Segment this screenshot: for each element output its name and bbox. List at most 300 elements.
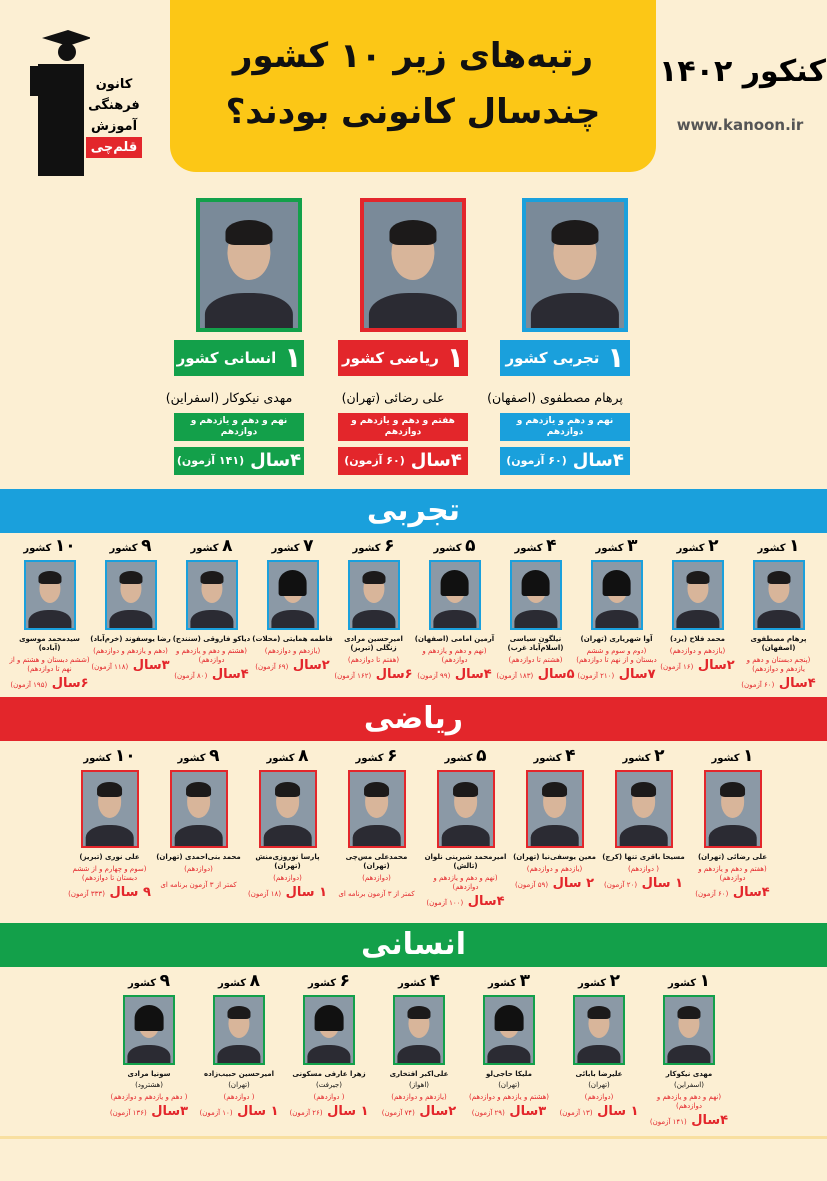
rank-suffix: کشور <box>352 543 381 554</box>
exams: (۱۴۱ آزمون) <box>649 1118 687 1126</box>
years: ۴سال <box>211 667 249 682</box>
grades: ( دهم و یازدهم و دوازدهم) <box>110 1093 188 1101</box>
exams: (۱۳۶ آزمون) <box>109 1109 147 1117</box>
student-card <box>243 746 332 911</box>
rank-suffix: کشور <box>514 543 543 554</box>
student-card <box>171 536 252 693</box>
years-box <box>338 447 468 475</box>
rank-number: ۷ <box>303 536 314 556</box>
student-card <box>688 746 777 911</box>
years: ۲ سال <box>552 876 594 891</box>
grades: (هشتم و یازدهم و دوازدهم) <box>468 1093 550 1101</box>
student-card <box>252 536 333 693</box>
grades: (دوازدهم) <box>184 865 213 873</box>
years-line <box>65 885 154 902</box>
rank-suffix: کشور <box>433 543 462 554</box>
years-line <box>252 658 333 675</box>
rank-label <box>333 536 414 559</box>
student-name: علی رضائی (تهران) <box>697 853 768 861</box>
student-city: (جیرفت) <box>316 1081 342 1089</box>
rank-number: ۹ <box>159 971 170 991</box>
years-line <box>464 1104 554 1121</box>
grades: (دهم و یازدهم و دوازدهم) <box>93 647 168 655</box>
student-photo <box>672 560 724 630</box>
student-photo <box>437 770 495 848</box>
rank-label <box>599 746 688 769</box>
grades: (یازدهم و دوازدهم) <box>669 647 726 655</box>
exams: (۲۱۰ آزمون) <box>577 672 615 680</box>
student-name: سیدمحمد موسوی (آباده) <box>19 635 80 652</box>
years: ۴سال <box>778 676 816 691</box>
years: ۳سال <box>509 1104 547 1119</box>
years-line <box>599 876 688 893</box>
student-city: (تهران) <box>498 1081 520 1089</box>
student-photo <box>393 995 445 1065</box>
rank-label <box>338 340 468 376</box>
grades: (هفتم و دهم و یازدهم و دوازدهم) <box>698 865 767 882</box>
exams: (۶۰ آزمون) <box>695 890 729 898</box>
rank-number: ۴ <box>546 536 557 556</box>
title-panel <box>170 0 656 172</box>
rank-number: ۳ <box>519 971 530 991</box>
student-card <box>332 746 421 911</box>
years-line <box>154 876 243 893</box>
student-photo <box>429 560 481 630</box>
student-photo <box>348 770 406 848</box>
rank-suffix: کشور <box>218 978 247 989</box>
grades: (هفتم تا دوازدهم) <box>347 656 400 664</box>
years: ۴سال <box>410 450 462 471</box>
grades: (ششم دبستان و هشتم و از نهم تا دوازدهم) <box>9 656 90 673</box>
grades: ( دوازدهم) <box>313 1093 345 1101</box>
rank-label <box>90 536 171 559</box>
years-line <box>688 885 777 902</box>
years: ۴سال <box>467 894 505 909</box>
student-photo <box>663 995 715 1065</box>
years: ۱ سال <box>597 1104 639 1119</box>
rank-suffix: کشور <box>128 978 157 989</box>
rank-number: ۱۰ <box>54 536 76 556</box>
rank-number: ۱ <box>446 341 464 374</box>
exams: (۵۹ آزمون) <box>514 881 549 889</box>
exams: (۱۰۰ آزمون) <box>426 899 464 907</box>
rank-label <box>657 536 738 559</box>
years-box <box>500 447 630 475</box>
years-line <box>194 1104 284 1121</box>
website-link[interactable]: www.kanoon.ir <box>676 116 804 134</box>
student-card <box>657 536 738 693</box>
exams: (۶۰ آزمون) <box>344 454 405 467</box>
years-line <box>657 658 738 675</box>
rank-label <box>554 971 644 994</box>
rank-suffix: کشور <box>83 753 112 764</box>
student-name: فاطمه همایتی (محلات) <box>252 635 333 643</box>
grades: هفتم و دهم و یازدهم و دوازدهم <box>338 413 468 441</box>
student-photo <box>186 560 238 630</box>
rank-number: ۹ <box>141 536 152 556</box>
grades: (دوم و سوم و ششم دبستان و از نهم تا دوازدهم) <box>576 647 657 664</box>
exams: (۹۹ آزمون) <box>417 672 451 680</box>
grades: (یازدهم و دوازدهم) <box>264 647 321 655</box>
rank-number: ۱ <box>607 341 625 374</box>
rank-number: ۱ <box>284 341 302 374</box>
student-name: علی‌اکبر افتخاری <box>389 1070 449 1078</box>
exams: کمتر از ۳ آزمون برنامه ای <box>338 890 415 898</box>
student-name: مهدی نیکوکار (اسفراین) <box>165 390 293 405</box>
band-ensani: انسانی <box>0 923 827 967</box>
grades: نهم و دهم و یازدهم و دوازدهم <box>174 413 304 441</box>
rank-number: ۲ <box>609 971 620 991</box>
kanoon-logo <box>30 30 140 180</box>
student-city: (اهواز) <box>408 1081 430 1089</box>
years: ۳سال <box>151 1104 189 1119</box>
student-card <box>576 536 657 693</box>
student-photo <box>704 770 762 848</box>
student-name: ملیکا حاجی‌لو <box>485 1070 532 1078</box>
years: ۲سال <box>292 658 330 673</box>
years-line <box>495 667 576 684</box>
exams: (۶۰ آزمون) <box>741 681 775 689</box>
rank-number: ۱ <box>743 746 754 766</box>
student-name: پرهام مصطفوی (اصفهان) <box>750 635 807 652</box>
rank-suffix: کشور <box>308 978 337 989</box>
years-line <box>9 676 90 693</box>
years-line <box>374 1104 464 1121</box>
rank-field: تجربی کشور <box>505 349 600 367</box>
rank-suffix: کشور <box>190 543 219 554</box>
student-photo <box>510 560 562 630</box>
rank-suffix: کشور <box>711 753 740 764</box>
years: ۳سال <box>132 658 170 673</box>
rank-number: ۵ <box>476 746 487 766</box>
rank-label <box>243 746 332 769</box>
rank-number: ۲ <box>708 536 719 556</box>
years-line <box>332 885 421 902</box>
years: ۲سال <box>697 658 735 673</box>
years: ۲سال <box>419 1104 457 1119</box>
student-card <box>464 971 554 1130</box>
years-line <box>554 1104 644 1121</box>
grades: ( دوازدهم) <box>628 865 659 873</box>
years-line <box>333 667 414 684</box>
exams: (۸۰ آزمون) <box>174 672 208 680</box>
student-name: مسیحا باقری تنها (کرج) <box>602 853 685 861</box>
student-photo <box>81 770 139 848</box>
student-card <box>554 971 644 1130</box>
student-photo <box>267 560 319 630</box>
rank-suffix: کشور <box>355 753 384 764</box>
exams: (۱۴۱ آزمون) <box>176 454 245 467</box>
rank-label <box>414 536 495 559</box>
rank-number: ۵ <box>465 536 476 556</box>
student-name: رضا یوسفوند (خرم‌آباد) <box>90 635 171 643</box>
grades: (هشتم تا دوازدهم) <box>508 656 563 664</box>
years: ۴سال <box>250 450 302 471</box>
rank-suffix: کشور <box>676 543 705 554</box>
rank-suffix: کشور <box>398 978 427 989</box>
rank-number: ۸ <box>249 971 260 991</box>
rank-number: ۱۰ <box>114 746 136 766</box>
logo-text-2: فرهنگی <box>88 98 140 113</box>
years: ۴سال <box>691 1113 729 1128</box>
student-photo <box>303 995 355 1065</box>
years-box <box>174 447 304 475</box>
grades: (یازدهم و دوازدهم) <box>391 1093 447 1101</box>
grades: (نهم و دهم و یازدهم و دوازدهم) <box>422 647 487 664</box>
band-tajrobi: تجربی <box>0 489 827 533</box>
student-city: (تهران) <box>588 1081 610 1089</box>
exams: (۶۹ آزمون) <box>255 663 289 671</box>
rank-suffix: کشور <box>23 543 52 554</box>
exams: (۱۳ آزمون) <box>559 1109 593 1117</box>
student-name: سونیا مرادی <box>127 1070 171 1078</box>
exams: (۱۶۲ آزمون) <box>334 672 372 680</box>
graduate-figure-icon <box>30 30 90 180</box>
grades: (یازدهم و دوازدهم) <box>526 865 583 873</box>
grades: نهم و دهم و یازدهم و دوازدهم <box>500 413 630 441</box>
rank-label <box>421 746 510 769</box>
student-card <box>333 536 414 693</box>
student-photo <box>753 560 805 630</box>
years-line <box>644 1113 734 1130</box>
top-rank-card <box>341 198 468 475</box>
student-photo <box>170 770 228 848</box>
rank-label <box>464 971 554 994</box>
student-name: مهدی نیکوکار <box>665 1070 713 1078</box>
rank-suffix: کشور <box>668 978 697 989</box>
years: ۴سال <box>454 667 492 682</box>
student-card <box>421 746 510 911</box>
rank-field: انسانی کشور <box>176 349 277 367</box>
student-city: (تهران) <box>228 1081 250 1089</box>
grades: ( دوازدهم) <box>223 1093 255 1101</box>
student-city: (اسفراین) <box>674 1081 704 1089</box>
grades: (دوازدهم) <box>273 874 302 882</box>
years-line <box>171 667 252 684</box>
years: ۴سال <box>572 450 624 471</box>
student-card <box>154 746 243 911</box>
student-name: زهرا عارفی مسکونی <box>292 1070 366 1078</box>
title-line-1: رتبه‌های زیر ۱۰ کشور <box>232 36 594 76</box>
student-card <box>414 536 495 693</box>
years-line <box>576 667 657 684</box>
student-photo <box>348 560 400 630</box>
years: ۷سال <box>618 667 656 682</box>
rank-number: ۶ <box>387 746 398 766</box>
student-photo <box>196 198 302 332</box>
rank-label <box>510 746 599 769</box>
rank-suffix: کشور <box>578 978 607 989</box>
rank-number: ۶ <box>384 536 395 556</box>
rank-label <box>174 340 304 376</box>
logo-text-1: کانون <box>95 77 133 92</box>
years-line <box>738 676 819 693</box>
student-name: امیرحسین مرادی زنگلی (تبریز) <box>344 635 403 652</box>
logo-text-4: قلم‌چی <box>86 137 142 158</box>
student-card <box>9 536 90 693</box>
student-card <box>738 536 819 693</box>
exams: (۶۰ آزمون) <box>506 454 567 467</box>
student-name: علی نوری (تبریز) <box>79 853 140 861</box>
exams: (۲۹ آزمون) <box>471 1109 505 1117</box>
student-photo <box>522 198 628 332</box>
student-photo <box>123 995 175 1065</box>
years: ۱ سال <box>641 876 683 891</box>
years-line <box>243 885 332 902</box>
rank-label <box>738 536 819 559</box>
rank-suffix: کشور <box>533 753 562 764</box>
rank-suffix: کشور <box>177 753 206 764</box>
years: ۵سال <box>537 667 575 682</box>
grades: (نهم و دهم و یازدهم و دوازدهم) <box>433 874 498 891</box>
exams: (۱۶ آزمون) <box>660 663 694 671</box>
student-photo <box>24 560 76 630</box>
student-name: علی رضائی (تهران) <box>341 390 445 405</box>
top-rank-card <box>165 198 304 475</box>
student-card <box>194 971 284 1130</box>
grades: (پنجم دبستان و دهم و یازدهم و دوازدهم) <box>746 656 811 673</box>
student-name: پرهام مصطفوی (اصفهان) <box>487 390 623 405</box>
exams: (۱۰ آزمون) <box>199 1109 233 1117</box>
student-name: دیاکو فاروقی (سنندج) <box>172 635 251 643</box>
rank-label <box>252 536 333 559</box>
rank-number: ۳ <box>627 536 638 556</box>
rank-suffix: کشور <box>757 543 786 554</box>
top-rank-card <box>487 198 630 475</box>
grades: (دوازدهم) <box>362 874 391 882</box>
rank-label <box>104 971 194 994</box>
footer-strip <box>0 1136 827 1181</box>
student-photo <box>213 995 265 1065</box>
student-card <box>65 746 154 911</box>
student-card <box>599 746 688 911</box>
rank-number: ۸ <box>298 746 309 766</box>
student-name: نیلگون سیاسی (اسلام‌آباد غرب) <box>507 635 564 652</box>
rank-label <box>688 746 777 769</box>
rank-label <box>644 971 734 994</box>
rank-label <box>65 746 154 769</box>
rank-label <box>154 746 243 769</box>
rank-suffix: کشور <box>109 543 138 554</box>
student-name: محمدعلی مس‌چی (تهران) <box>345 853 408 870</box>
student-photo <box>573 995 625 1065</box>
rank-number: ۴ <box>565 746 576 766</box>
exams: (۱۸ آزمون) <box>247 890 282 898</box>
rank-suffix: کشور <box>266 753 295 764</box>
years: ۱ سال <box>285 885 327 900</box>
student-card <box>90 536 171 693</box>
student-photo <box>259 770 317 848</box>
grades: (دوازدهم) <box>584 1093 614 1101</box>
student-card <box>104 971 194 1130</box>
rank-number: ۱ <box>789 536 800 556</box>
rank-label <box>374 971 464 994</box>
rank-label <box>332 746 421 769</box>
grades: (هشتم و دهم و یازدهم و دوازدهم) <box>175 647 248 664</box>
years-line <box>421 894 510 911</box>
years: ۱ سال <box>237 1104 279 1119</box>
student-name: آرمین امامی (اصفهان) <box>414 635 495 643</box>
rank-label <box>495 536 576 559</box>
logo-text-3: آموزش <box>90 119 138 134</box>
exams: (۷۴ آزمون) <box>381 1109 415 1117</box>
rank-number: ۶ <box>339 971 350 991</box>
student-name: پارسا نوروزی‌منش (تهران) <box>255 853 320 870</box>
student-name: امیرحسین حبیب‌زاده <box>203 1070 275 1078</box>
konkur-year: کنکور ۱۴۰۲ <box>659 54 826 89</box>
exams: (۱۹۵ آزمون) <box>10 681 48 689</box>
student-name: علیرضا بابائی <box>575 1070 623 1078</box>
student-city: (هشترود) <box>135 1081 163 1089</box>
student-photo <box>591 560 643 630</box>
years-line <box>414 667 495 684</box>
rank-label <box>9 536 90 559</box>
exams: (۲۰ آزمون) <box>603 881 638 889</box>
student-card <box>510 746 599 911</box>
rank-suffix: کشور <box>488 978 517 989</box>
years: ۶سال <box>375 667 413 682</box>
title-line-2: چندسال کانونی بودند؟ <box>225 92 601 132</box>
rank-number: ۲ <box>654 746 665 766</box>
rank-suffix: کشور <box>444 753 473 764</box>
years-line <box>284 1104 374 1121</box>
student-photo <box>360 198 466 332</box>
student-card <box>644 971 734 1130</box>
rank-suffix: کشور <box>622 753 651 764</box>
years: ۹ سال <box>109 885 151 900</box>
student-photo <box>483 995 535 1065</box>
rank-field: ریاضی کشور <box>342 349 439 367</box>
band-riazi: ریاضی <box>0 697 827 741</box>
grades: (نهم و دهم و یازدهم و دوازدهم) <box>656 1093 722 1110</box>
years-line <box>510 876 599 893</box>
exams: (۲۶ آزمون) <box>289 1109 323 1117</box>
years-line <box>104 1104 194 1121</box>
student-name: امیرمحمد شیرینی نلوان (تالش) <box>424 853 507 870</box>
student-name: آوا شهریاری (تهران) <box>580 635 653 643</box>
student-card <box>374 971 464 1130</box>
student-name: محمد فلاح (یزد) <box>670 635 725 643</box>
rank-label <box>576 536 657 559</box>
rank-number: ۹ <box>209 746 220 766</box>
grades: (سوم و چهارم و از ششم دبستان تا دوازدهم) <box>72 865 147 882</box>
rank-suffix: کشور <box>271 543 300 554</box>
exams: (۱۱۸ آزمون) <box>91 663 129 671</box>
rank-label <box>284 971 374 994</box>
student-photo <box>526 770 584 848</box>
exams: (۱۸۳ آزمون) <box>496 672 534 680</box>
rank-number: ۴ <box>429 971 440 991</box>
rank-number: ۸ <box>222 536 233 556</box>
student-name: محمد بنی‌احمدی (تهران) <box>156 853 241 861</box>
student-photo <box>615 770 673 848</box>
student-name: معین یوسفی‌نیا (تهران) <box>513 853 596 861</box>
exams: (۳۳۳ آزمون) <box>68 890 105 898</box>
rank-label <box>171 536 252 559</box>
rank-label <box>500 340 630 376</box>
exams: کمتر از ۳ آزمون برنامه ای <box>160 881 237 889</box>
student-photo <box>105 560 157 630</box>
rank-label <box>194 971 284 994</box>
rank-suffix: کشور <box>595 543 624 554</box>
years: ۶سال <box>51 676 89 691</box>
years-line <box>90 658 171 675</box>
rank-number: ۱ <box>699 971 710 991</box>
years: ۱ سال <box>327 1104 369 1119</box>
years: ۴سال <box>732 885 770 900</box>
student-card <box>495 536 576 693</box>
student-card <box>284 971 374 1130</box>
